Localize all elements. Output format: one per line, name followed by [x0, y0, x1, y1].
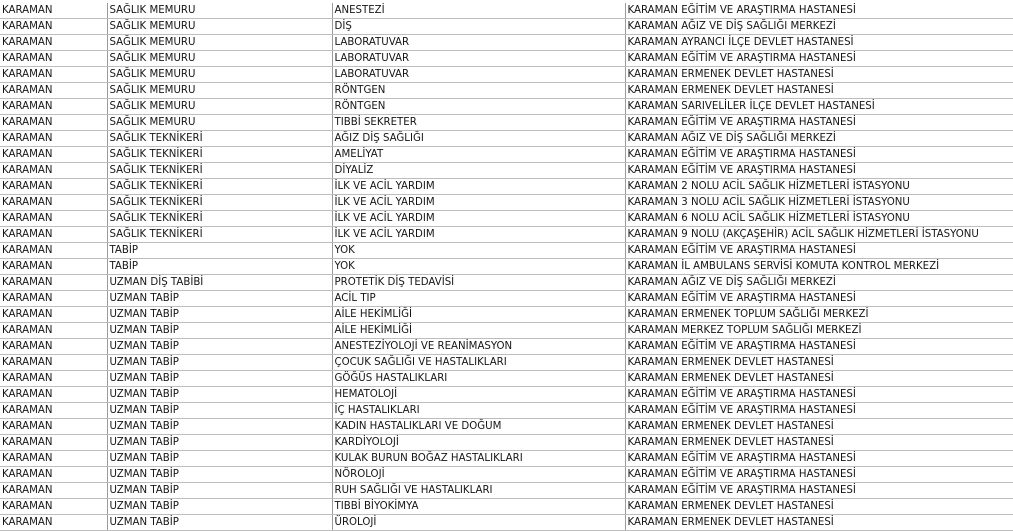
institution-cell: KARAMAN 3 NOLU ACİL SAĞLIK HİZMETLERİ İSTASYONU: [625, 195, 1013, 211]
province-cell: KARAMAN: [0, 67, 107, 83]
table-row: [0, 483, 1013, 499]
title-cell: UZMAN TABİP: [107, 419, 332, 435]
title-cell: UZMAN TABİP: [107, 435, 332, 451]
title-cell: SAĞLIK MEMURU: [107, 35, 332, 51]
institution-cell: KARAMAN EĞİTİM VE ARAŞTIRMA HASTANESİ: [625, 387, 1013, 403]
institution-cell: KARAMAN AĞIZ VE DİŞ SAĞLIĞI MERKEZİ: [625, 19, 1013, 35]
table-row: [0, 115, 1013, 131]
table-row: [0, 323, 1013, 339]
title-cell: UZMAN TABİP: [107, 387, 332, 403]
branch-cell: YOK: [332, 243, 625, 259]
institution-cell: KARAMAN EĞİTİM VE ARAŞTIRMA HASTANESİ: [625, 291, 1013, 307]
table-row: [0, 163, 1013, 179]
title-cell: SAĞLIK MEMURU: [107, 83, 332, 99]
title-cell: SAĞLIK TEKNİKERİ: [107, 195, 332, 211]
title-cell: SAĞLIK TEKNİKERİ: [107, 131, 332, 147]
branch-cell: İÇ HASTALIKLARI: [332, 403, 625, 419]
table-row: [0, 35, 1013, 51]
title-cell: SAĞLIK TEKNİKERİ: [107, 179, 332, 195]
branch-cell: İLK VE ACİL YARDIM: [332, 195, 625, 211]
title-cell: UZMAN TABİP: [107, 403, 332, 419]
institution-cell: KARAMAN 2 NOLU ACİL SAĞLIK HİZMETLERİ İSTASYONU: [625, 179, 1013, 195]
province-cell: KARAMAN: [0, 483, 107, 499]
table-row: [0, 419, 1013, 435]
province-cell: KARAMAN: [0, 19, 107, 35]
institution-cell: KARAMAN SARIVELİLER İLÇE DEVLET HASTANESİ: [625, 99, 1013, 115]
institution-cell: KARAMAN ERMENEK TOPLUM SAĞLIĞI MERKEZİ: [625, 307, 1013, 323]
institution-cell: KARAMAN EĞİTİM VE ARAŞTIRMA HASTANESİ: [625, 403, 1013, 419]
table-row: [0, 307, 1013, 323]
branch-cell: ACİL TIP: [332, 291, 625, 307]
institution-cell: KARAMAN AĞIZ VE DİŞ SAĞLIĞI MERKEZİ: [625, 275, 1013, 291]
table-row: [0, 227, 1013, 243]
institution-cell: KARAMAN ERMENEK DEVLET HASTANESİ: [625, 355, 1013, 371]
table-row: [0, 387, 1013, 403]
table-row: [0, 403, 1013, 419]
table-row: [0, 499, 1013, 515]
table-row: [0, 147, 1013, 163]
branch-cell: İLK VE ACİL YARDIM: [332, 179, 625, 195]
institution-cell: KARAMAN ERMENEK DEVLET HASTANESİ: [625, 371, 1013, 387]
branch-cell: DİYALİZ: [332, 163, 625, 179]
branch-cell: DİŞ: [332, 19, 625, 35]
title-cell: SAĞLIK MEMURU: [107, 51, 332, 67]
table-row: [0, 99, 1013, 115]
title-cell: SAĞLIK MEMURU: [107, 99, 332, 115]
branch-cell: TIBBİ SEKRETER: [332, 115, 625, 131]
branch-cell: AĞIZ DİŞ SAĞLIĞI: [332, 131, 625, 147]
institution-cell: KARAMAN ERMENEK DEVLET HASTANESİ: [625, 499, 1013, 515]
province-cell: KARAMAN: [0, 51, 107, 67]
branch-cell: GÖĞÜS HASTALIKLARI: [332, 371, 625, 387]
table-row: [0, 243, 1013, 259]
table-row: [0, 515, 1013, 531]
table-row: [0, 51, 1013, 67]
branch-cell: AMELİYAT: [332, 147, 625, 163]
province-cell: KARAMAN: [0, 243, 107, 259]
title-cell: UZMAN TABİP: [107, 467, 332, 483]
branch-cell: İLK VE ACİL YARDIM: [332, 227, 625, 243]
province-cell: KARAMAN: [0, 163, 107, 179]
province-cell: KARAMAN: [0, 387, 107, 403]
province-cell: KARAMAN: [0, 307, 107, 323]
branch-cell: ANESTEZİYOLOJİ VE REANİMASYON: [332, 339, 625, 355]
title-cell: UZMAN TABİP: [107, 291, 332, 307]
title-cell: UZMAN TABİP: [107, 483, 332, 499]
branch-cell: YOK: [332, 259, 625, 275]
institution-cell: KARAMAN ERMENEK DEVLET HASTANESİ: [625, 419, 1013, 435]
table-row: [0, 451, 1013, 467]
table-row: [0, 83, 1013, 99]
institution-cell: KARAMAN EĞİTİM VE ARAŞTIRMA HASTANESİ: [625, 467, 1013, 483]
table-row: [0, 195, 1013, 211]
institution-cell: KARAMAN EĞİTİM VE ARAŞTIRMA HASTANESİ: [625, 115, 1013, 131]
title-cell: SAĞLIK TEKNİKERİ: [107, 211, 332, 227]
title-cell: UZMAN TABİP: [107, 355, 332, 371]
title-cell: UZMAN TABİP: [107, 515, 332, 531]
table-row: [0, 371, 1013, 387]
institution-cell: KARAMAN EĞİTİM VE ARAŞTIRMA HASTANESİ: [625, 243, 1013, 259]
province-cell: KARAMAN: [0, 291, 107, 307]
province-cell: KARAMAN: [0, 211, 107, 227]
province-cell: KARAMAN: [0, 35, 107, 51]
institution-cell: KARAMAN ERMENEK DEVLET HASTANESİ: [625, 515, 1013, 531]
table-row: [0, 3, 1013, 19]
table-body: [0, 3, 1013, 531]
branch-cell: AİLE HEKİMLİĞİ: [332, 323, 625, 339]
title-cell: UZMAN TABİP: [107, 371, 332, 387]
institution-cell: KARAMAN EĞİTİM VE ARAŞTIRMA HASTANESİ: [625, 51, 1013, 67]
institution-cell: KARAMAN ERMENEK DEVLET HASTANESİ: [625, 67, 1013, 83]
branch-cell: İLK VE ACİL YARDIM: [332, 211, 625, 227]
table-row: [0, 211, 1013, 227]
institution-cell: KARAMAN ERMENEK DEVLET HASTANESİ: [625, 435, 1013, 451]
institution-cell: KARAMAN EĞİTİM VE ARAŞTIRMA HASTANESİ: [625, 483, 1013, 499]
title-cell: SAĞLIK MEMURU: [107, 19, 332, 35]
table-row: [0, 435, 1013, 451]
province-cell: KARAMAN: [0, 467, 107, 483]
title-cell: SAĞLIK MEMURU: [107, 67, 332, 83]
title-cell: UZMAN TABİP: [107, 323, 332, 339]
province-cell: KARAMAN: [0, 147, 107, 163]
institution-cell: KARAMAN 9 NOLU (AKÇAŞEHİR) ACİL SAĞLIK HİZMETLERİ İSTASYONU: [625, 227, 1013, 243]
table-row: [0, 291, 1013, 307]
branch-cell: TIBBİ BİYOKİMYA: [332, 499, 625, 515]
province-cell: KARAMAN: [0, 371, 107, 387]
province-cell: KARAMAN: [0, 179, 107, 195]
institution-cell: KARAMAN EĞİTİM VE ARAŞTIRMA HASTANESİ: [625, 451, 1013, 467]
province-cell: KARAMAN: [0, 195, 107, 211]
province-cell: KARAMAN: [0, 339, 107, 355]
branch-cell: PROTETİK DİŞ TEDAVİSİ: [332, 275, 625, 291]
institution-cell: KARAMAN İL AMBULANS SERVİSİ KOMUTA KONTROL MERKEZİ: [625, 259, 1013, 275]
title-cell: SAĞLIK TEKNİKERİ: [107, 147, 332, 163]
table-row: [0, 339, 1013, 355]
institution-cell: KARAMAN ERMENEK DEVLET HASTANESİ: [625, 83, 1013, 99]
branch-cell: ÜROLOJİ: [332, 515, 625, 531]
institution-cell: KARAMAN MERKEZ TOPLUM SAĞLIĞI MERKEZİ: [625, 323, 1013, 339]
province-cell: KARAMAN: [0, 355, 107, 371]
table-row: [0, 179, 1013, 195]
table-row: [0, 259, 1013, 275]
table-row: [0, 131, 1013, 147]
province-cell: KARAMAN: [0, 83, 107, 99]
title-cell: SAĞLIK TEKNİKERİ: [107, 163, 332, 179]
branch-cell: LABORATUVAR: [332, 35, 625, 51]
title-cell: UZMAN TABİP: [107, 499, 332, 515]
province-cell: KARAMAN: [0, 3, 107, 19]
title-cell: TABİP: [107, 259, 332, 275]
province-cell: KARAMAN: [0, 275, 107, 291]
table-row: [0, 19, 1013, 35]
branch-cell: NÖROLOJİ: [332, 467, 625, 483]
institution-cell: KARAMAN EĞİTİM VE ARAŞTIRMA HASTANESİ: [625, 147, 1013, 163]
branch-cell: ANESTEZİ: [332, 3, 625, 19]
province-cell: KARAMAN: [0, 115, 107, 131]
title-cell: TABİP: [107, 243, 332, 259]
table-row: [0, 355, 1013, 371]
title-cell: SAĞLIK MEMURU: [107, 3, 332, 19]
institution-cell: KARAMAN EĞİTİM VE ARAŞTIRMA HASTANESİ: [625, 3, 1013, 19]
province-cell: KARAMAN: [0, 131, 107, 147]
branch-cell: RÖNTGEN: [332, 83, 625, 99]
table-row: [0, 67, 1013, 83]
branch-cell: KARDİYOLOJİ: [332, 435, 625, 451]
branch-cell: AİLE HEKİMLİĞİ: [332, 307, 625, 323]
province-cell: KARAMAN: [0, 451, 107, 467]
institution-cell: KARAMAN EĞİTİM VE ARAŞTIRMA HASTANESİ: [625, 339, 1013, 355]
province-cell: KARAMAN: [0, 259, 107, 275]
province-cell: KARAMAN: [0, 499, 107, 515]
table-row: [0, 467, 1013, 483]
title-cell: SAĞLIK MEMURU: [107, 115, 332, 131]
institution-cell: KARAMAN AĞIZ VE DİŞ SAĞLIĞI MERKEZİ: [625, 131, 1013, 147]
title-cell: UZMAN TABİP: [107, 307, 332, 323]
province-cell: KARAMAN: [0, 435, 107, 451]
province-cell: KARAMAN: [0, 227, 107, 243]
branch-cell: KULAK BURUN BOĞAZ HASTALIKLARI: [332, 451, 625, 467]
branch-cell: HEMATOLOJİ: [332, 387, 625, 403]
province-cell: KARAMAN: [0, 403, 107, 419]
branch-cell: KADIN HASTALIKLARI VE DOĞUM: [332, 419, 625, 435]
institution-cell: KARAMAN 6 NOLU ACİL SAĞLIK HİZMETLERİ İSTASYONU: [625, 211, 1013, 227]
position-list-table: [0, 3, 1013, 531]
province-cell: KARAMAN: [0, 323, 107, 339]
branch-cell: RÖNTGEN: [332, 99, 625, 115]
branch-cell: LABORATUVAR: [332, 51, 625, 67]
province-cell: KARAMAN: [0, 515, 107, 531]
title-cell: UZMAN TABİP: [107, 451, 332, 467]
branch-cell: RUH SAĞLIĞI VE HASTALIKLARI: [332, 483, 625, 499]
title-cell: SAĞLIK TEKNİKERİ: [107, 227, 332, 243]
province-cell: KARAMAN: [0, 99, 107, 115]
branch-cell: ÇOCUK SAĞLIĞI VE HASTALIKLARI: [332, 355, 625, 371]
institution-cell: KARAMAN AYRANCI İLÇE DEVLET HASTANESİ: [625, 35, 1013, 51]
table-row: [0, 275, 1013, 291]
branch-cell: LABORATUVAR: [332, 67, 625, 83]
title-cell: UZMAN DİŞ TABİBİ: [107, 275, 332, 291]
institution-cell: KARAMAN EĞİTİM VE ARAŞTIRMA HASTANESİ: [625, 163, 1013, 179]
title-cell: UZMAN TABİP: [107, 339, 332, 355]
province-cell: KARAMAN: [0, 419, 107, 435]
